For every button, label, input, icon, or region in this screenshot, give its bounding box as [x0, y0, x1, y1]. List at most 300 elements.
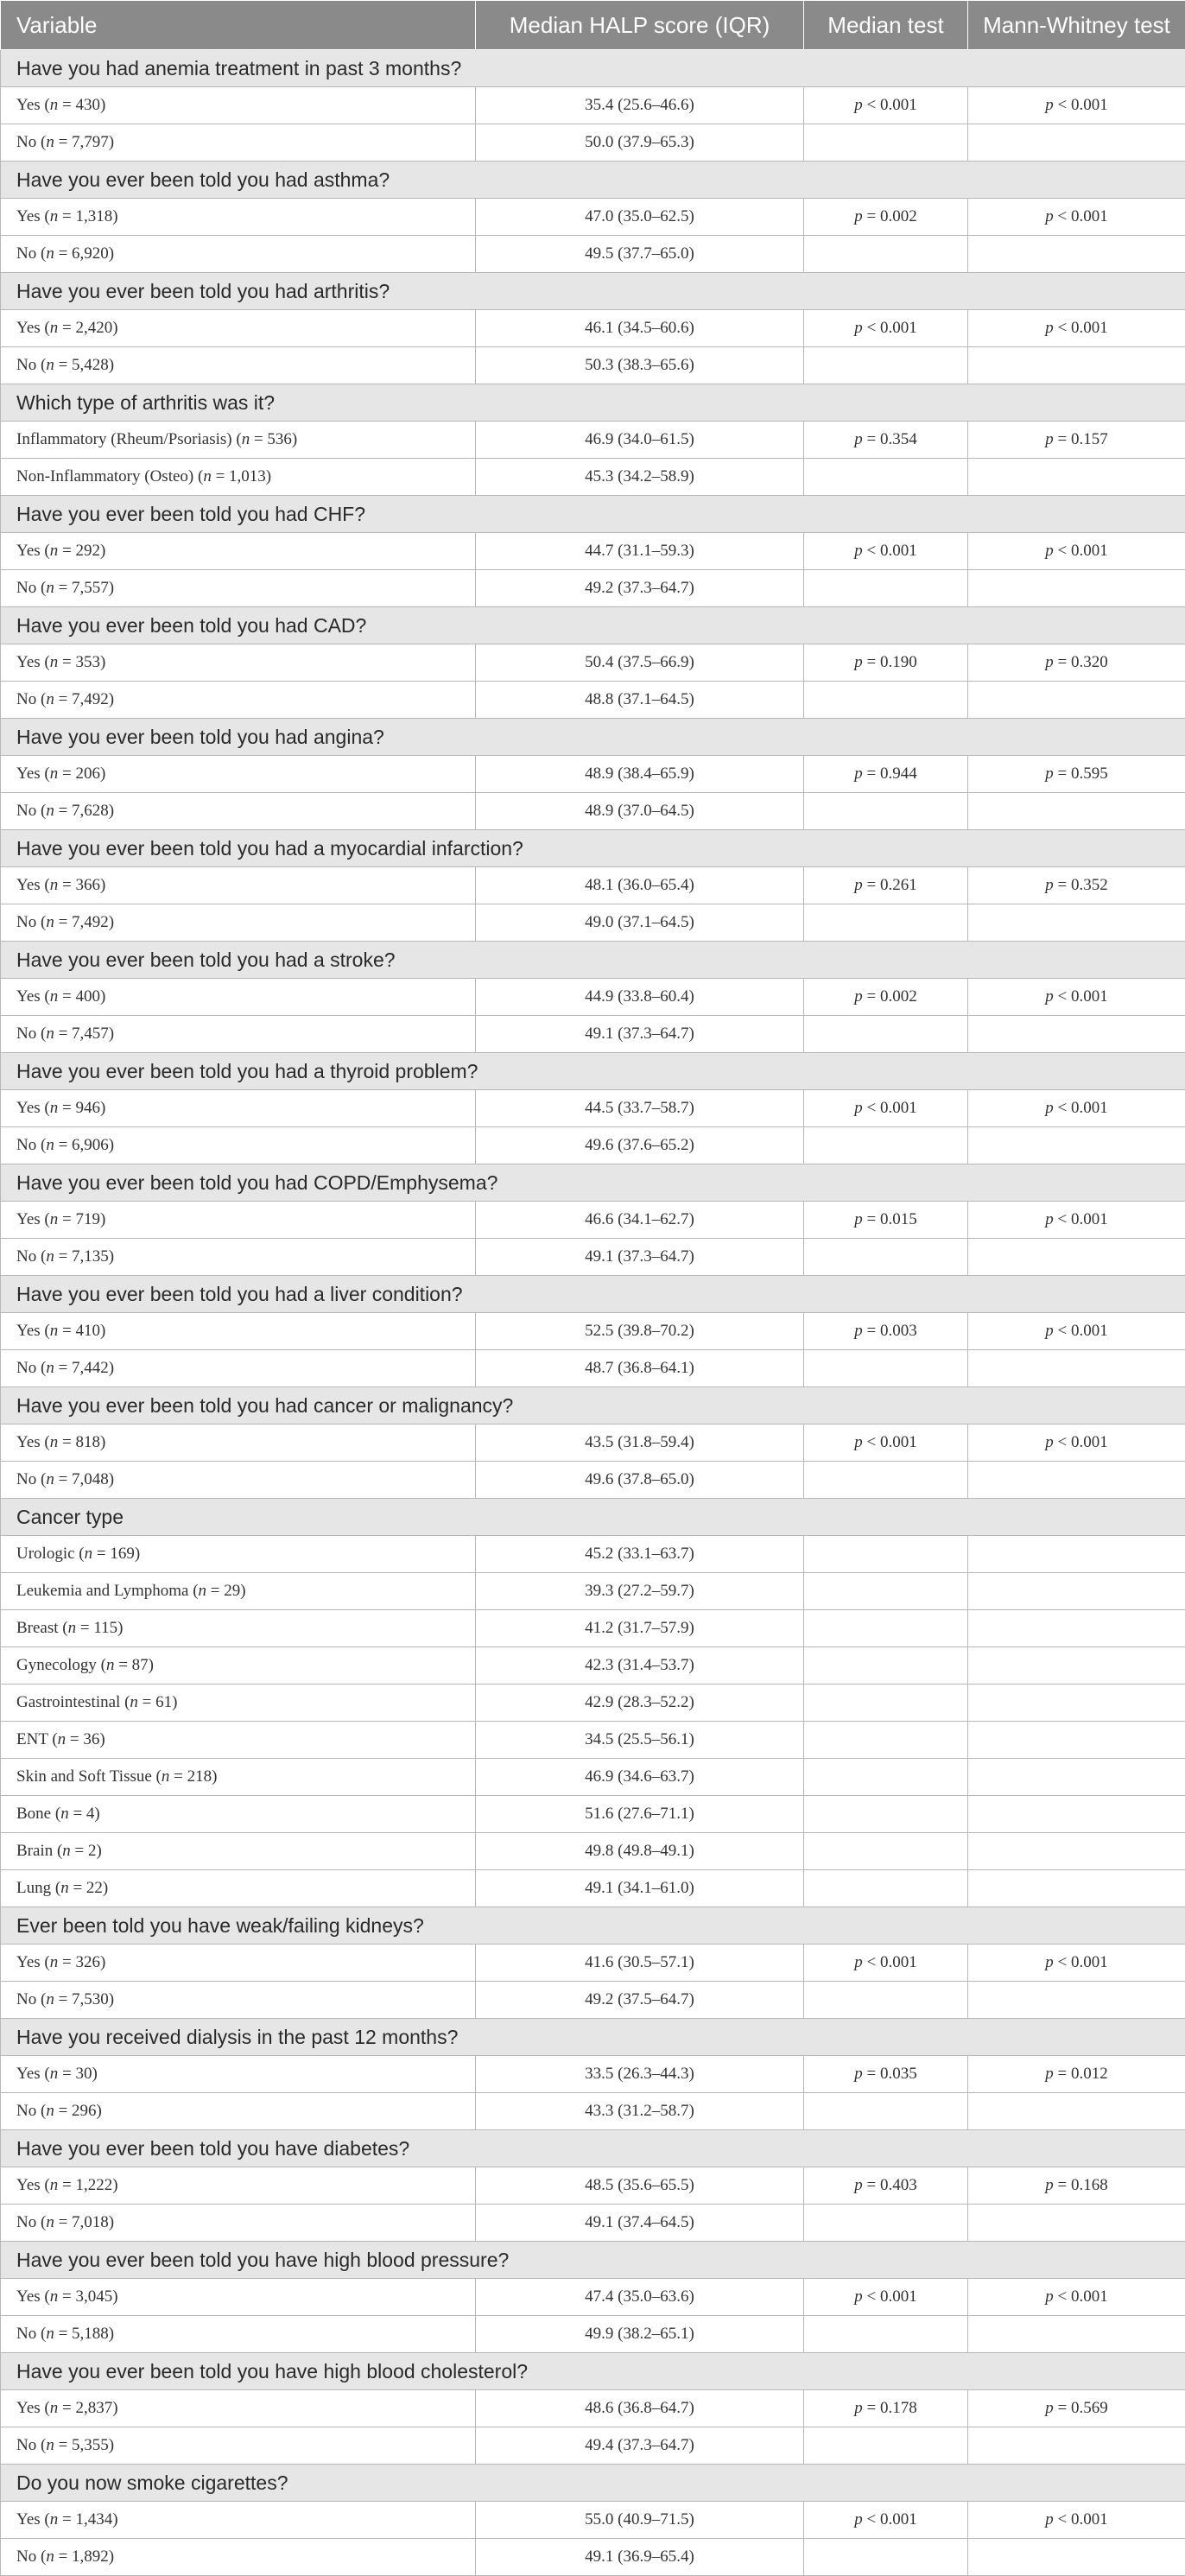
table-row [1, 644, 1185, 682]
median-halp-cell: 42.9 (28.3–52.2) [476, 1685, 804, 1722]
section-title: Have you ever been told you have diabetes? [1, 2130, 1185, 2167]
median-halp-cell: 50.4 (37.5–66.9) [476, 644, 804, 682]
mann-whitney-cell: p < 0.001 [968, 1313, 1185, 1350]
median-test-cell [804, 1610, 968, 1647]
median-halp-cell: 50.0 (37.9–65.3) [476, 124, 804, 162]
mann-whitney-cell [968, 1462, 1185, 1499]
row-n-value: 218 [187, 1767, 212, 1786]
row-label-cell: Skin and Soft Tissue (n = 218) [1, 1759, 476, 1796]
median-halp-cell: 41.6 (30.5–57.1) [476, 1945, 804, 1982]
table-row [1, 793, 1185, 830]
row-label: No [16, 133, 36, 151]
section-title: Have you ever been told you had a myocardial infarction? [1, 830, 1185, 867]
mann-whitney-cell [968, 793, 1185, 830]
row-n-value: 7,797 [72, 133, 109, 151]
median-halp-cell: 48.5 (35.6–65.5) [476, 2167, 804, 2205]
row-label: No [16, 2436, 36, 2454]
median-test-cell [804, 570, 968, 607]
row-n-value: 7,530 [72, 1990, 109, 2008]
row-n-value: 7,628 [72, 802, 109, 820]
median-test-cell [804, 1462, 968, 1499]
mann-whitney-cell: p < 0.001 [968, 1424, 1185, 1462]
median-halp-cell: 48.7 (36.8–64.1) [476, 1350, 804, 1387]
section-header-row [1, 830, 1185, 867]
table-row [1, 2390, 1185, 2427]
mann-whitney-cell [968, 682, 1185, 719]
row-label-cell: Leukemia and Lymphoma (n = 29) [1, 1573, 476, 1610]
table-row [1, 1685, 1185, 1722]
mann-whitney-cell [968, 1127, 1185, 1164]
median-halp-cell: 49.1 (37.3–64.7) [476, 1239, 804, 1276]
table-row [1, 1833, 1185, 1870]
median-test-cell: p < 0.001 [804, 533, 968, 570]
median-test-cell [804, 2093, 968, 2130]
row-n-value: 410 [75, 1322, 100, 1340]
p-value: < 0.001 [867, 96, 917, 114]
row-n-value: 36 [83, 1730, 99, 1748]
table-row [1, 2502, 1185, 2539]
p-value: < 0.001 [1058, 1433, 1108, 1451]
p-value: = 0.015 [867, 1210, 917, 1228]
mann-whitney-cell [968, 1536, 1185, 1573]
median-halp-cell: 45.2 (33.1–63.7) [476, 1536, 804, 1573]
p-value: < 0.001 [867, 1433, 917, 1451]
row-n-value: 1,318 [75, 207, 112, 225]
row-label-cell: Bone (n = 4) [1, 1796, 476, 1833]
median-halp-cell: 49.1 (34.1–61.0) [476, 1870, 804, 1907]
p-value: = 0.352 [1058, 876, 1108, 894]
row-label: No [16, 1359, 36, 1377]
median-test-cell: p < 0.001 [804, 1090, 968, 1127]
row-label-cell: No (n = 296) [1, 2093, 476, 2130]
row-label-cell: No (n = 7,557) [1, 570, 476, 607]
median-halp-cell: 50.3 (38.3–65.6) [476, 347, 804, 384]
table-row [1, 1424, 1185, 1462]
row-label: Yes [16, 2176, 41, 2194]
mann-whitney-cell [968, 570, 1185, 607]
median-halp-cell: 49.2 (37.3–64.7) [476, 570, 804, 607]
table-row [1, 2093, 1185, 2130]
row-label: No [16, 2547, 36, 2566]
row-label: No [16, 579, 36, 597]
table-row [1, 1573, 1185, 1610]
section-header-row [1, 273, 1185, 310]
mann-whitney-cell [968, 1870, 1185, 1907]
row-label-cell: No (n = 6,906) [1, 1127, 476, 1164]
median-test-cell [804, 1350, 968, 1387]
row-n-value: 5,428 [72, 356, 109, 374]
row-n-value: 719 [75, 1210, 100, 1228]
mann-whitney-cell [968, 1759, 1185, 1796]
median-test-cell [804, 1647, 968, 1685]
row-label-cell: No (n = 7,492) [1, 682, 476, 719]
row-label: No [16, 2213, 36, 2231]
mann-whitney-cell: p = 0.157 [968, 422, 1185, 459]
median-halp-cell: 46.9 (34.6–63.7) [476, 1759, 804, 1796]
median-test-cell [804, 1239, 968, 1276]
section-title: Have you ever been told you had a liver condition? [1, 1276, 1185, 1313]
table-row [1, 1610, 1185, 1647]
row-n-value: 1,222 [75, 2176, 112, 2194]
mann-whitney-cell [968, 1833, 1185, 1870]
row-label-cell: Gastrointestinal (n = 61) [1, 1685, 476, 1722]
column-header-median-halp: Median HALP score (IQR) [476, 1, 804, 50]
mann-whitney-cell [968, 1685, 1185, 1722]
median-test-cell [804, 2427, 968, 2465]
table-row [1, 2205, 1185, 2242]
mann-whitney-cell [968, 1239, 1185, 1276]
median-test-cell [804, 1536, 968, 1573]
row-label: No [16, 356, 36, 374]
row-label-cell: Yes (n = 430) [1, 87, 476, 124]
median-halp-cell: 48.6 (36.8–64.7) [476, 2390, 804, 2427]
mann-whitney-cell: p < 0.001 [968, 2502, 1185, 2539]
row-label-cell: Yes (n = 1,434) [1, 2502, 476, 2539]
median-halp-cell: 49.1 (37.3–64.7) [476, 1016, 804, 1053]
row-n-value: 5,188 [72, 2325, 109, 2343]
median-test-cell [804, 2539, 968, 2576]
row-n-value: 818 [75, 1433, 100, 1451]
median-halp-cell: 39.3 (27.2–59.7) [476, 1573, 804, 1610]
row-label: Yes [16, 1322, 41, 1340]
row-n-value: 30 [75, 2065, 92, 2083]
row-label: Yes [16, 2065, 41, 2083]
p-value: < 0.001 [867, 2510, 917, 2528]
table-row [1, 1202, 1185, 1239]
row-n-value: 2,837 [75, 2399, 112, 2417]
section-header-row [1, 2353, 1185, 2390]
median-halp-cell: 44.7 (31.1–59.3) [476, 533, 804, 570]
median-test-cell: p = 0.944 [804, 756, 968, 793]
mann-whitney-cell: p < 0.001 [968, 1945, 1185, 1982]
median-test-cell [804, 1759, 968, 1796]
row-label: Breast [16, 1619, 59, 1637]
row-label-cell: Breast (n = 115) [1, 1610, 476, 1647]
section-header-row [1, 607, 1185, 644]
median-halp-cell: 49.6 (37.6–65.2) [476, 1127, 804, 1164]
median-test-cell [804, 2205, 968, 2242]
section-title: Cancer type [1, 1499, 1185, 1536]
p-value: < 0.001 [867, 2287, 917, 2306]
row-label: Skin and Soft Tissue [16, 1767, 152, 1786]
row-label-cell: Yes (n = 946) [1, 1090, 476, 1127]
section-header-row [1, 719, 1185, 756]
mann-whitney-cell [968, 2093, 1185, 2130]
row-label: No [16, 690, 36, 708]
p-value: = 0.261 [867, 876, 917, 894]
row-label: ENT [16, 1730, 48, 1748]
table-row [1, 310, 1185, 347]
row-label-cell: Yes (n = 206) [1, 756, 476, 793]
table-row [1, 1239, 1185, 1276]
p-value: = 0.157 [1058, 430, 1108, 448]
table-row [1, 533, 1185, 570]
row-n-value: 7,457 [72, 1025, 109, 1043]
row-label-cell: No (n = 7,048) [1, 1462, 476, 1499]
median-halp-cell: 44.5 (33.7–58.7) [476, 1090, 804, 1127]
p-value: < 0.001 [1058, 2510, 1108, 2528]
median-test-cell: p < 0.001 [804, 310, 968, 347]
section-header-row [1, 50, 1185, 87]
row-n-value: 7,135 [72, 1247, 109, 1266]
median-test-cell [804, 2316, 968, 2353]
table-row [1, 2539, 1185, 2576]
table-row [1, 1536, 1185, 1573]
mann-whitney-cell: p < 0.001 [968, 310, 1185, 347]
row-n-value: 7,492 [72, 913, 109, 931]
row-n-value: 1,013 [229, 467, 266, 485]
row-n-value: 61 [155, 1693, 172, 1711]
table-row [1, 570, 1185, 607]
row-label-cell: Yes (n = 3,045) [1, 2279, 476, 2316]
median-test-cell: p = 0.003 [804, 1313, 968, 1350]
table-row [1, 1796, 1185, 1833]
row-label: Bone [16, 1805, 51, 1823]
row-label-cell: ENT (n = 36) [1, 1722, 476, 1759]
section-title: Have you ever been told you had a stroke? [1, 942, 1185, 979]
row-label-cell: Yes (n = 818) [1, 1424, 476, 1462]
median-test-cell [804, 1722, 968, 1759]
row-n-value: 946 [75, 1099, 100, 1117]
row-n-value: 22 [86, 1879, 103, 1897]
row-n-value: 4 [86, 1805, 95, 1823]
row-label: Yes [16, 2510, 41, 2528]
table-body [1, 50, 1185, 2576]
row-label-cell: No (n = 7,442) [1, 1350, 476, 1387]
p-value: < 0.001 [1058, 96, 1108, 114]
row-label: Urologic [16, 1545, 75, 1563]
p-value: < 0.001 [867, 542, 917, 560]
median-halp-cell: 34.5 (25.5–56.1) [476, 1722, 804, 1759]
table-row [1, 682, 1185, 719]
row-label: Brain [16, 1842, 53, 1860]
p-value: = 0.320 [1058, 653, 1108, 671]
median-halp-cell: 49.1 (36.9–65.4) [476, 2539, 804, 2576]
median-halp-cell: 42.3 (31.4–53.7) [476, 1647, 804, 1685]
row-label: No [16, 2325, 36, 2343]
table-row [1, 459, 1185, 496]
median-halp-cell: 52.5 (39.8–70.2) [476, 1313, 804, 1350]
p-value: = 0.035 [867, 2065, 917, 2083]
row-label: Yes [16, 96, 41, 114]
table-row [1, 1350, 1185, 1387]
median-halp-cell: 49.5 (37.7–65.0) [476, 236, 804, 273]
section-title: Have you ever been told you have high blood cholesterol? [1, 2353, 1185, 2390]
table-row [1, 87, 1185, 124]
p-value: < 0.001 [867, 319, 917, 337]
median-halp-cell: 44.9 (33.8–60.4) [476, 979, 804, 1016]
median-test-cell: p = 0.261 [804, 867, 968, 904]
median-test-cell [804, 347, 968, 384]
row-label-cell: No (n = 5,355) [1, 2427, 476, 2465]
row-n-value: 115 [93, 1619, 117, 1637]
section-title: Have you ever been told you had CAD? [1, 607, 1185, 644]
row-label-cell: Yes (n = 1,222) [1, 2167, 476, 2205]
table-row [1, 1647, 1185, 1685]
table-row [1, 1945, 1185, 1982]
row-n-value: 430 [75, 96, 100, 114]
median-test-cell [804, 1982, 968, 2019]
mann-whitney-cell [968, 2427, 1185, 2465]
mann-whitney-cell [968, 1610, 1185, 1647]
mann-whitney-cell [968, 2539, 1185, 2576]
section-title: Have you ever been told you had cancer or malignancy? [1, 1387, 1185, 1424]
median-halp-cell: 55.0 (40.9–71.5) [476, 2502, 804, 2539]
section-title: Have you ever been told you had asthma? [1, 162, 1185, 199]
row-label-cell: No (n = 6,920) [1, 236, 476, 273]
mann-whitney-cell: p = 0.595 [968, 756, 1185, 793]
p-value: = 0.012 [1058, 2065, 1108, 2083]
median-halp-cell: 43.3 (31.2–58.7) [476, 2093, 804, 2130]
table-row [1, 1313, 1185, 1350]
row-label: Leukemia and Lymphoma [16, 1582, 188, 1600]
row-n-value: 536 [267, 430, 292, 448]
mann-whitney-cell [968, 1796, 1185, 1833]
row-n-value: 2 [88, 1842, 97, 1860]
median-test-cell [804, 1685, 968, 1722]
median-test-cell: p = 0.002 [804, 979, 968, 1016]
section-header-row [1, 496, 1185, 533]
row-n-value: 206 [75, 765, 100, 783]
median-halp-cell: 49.6 (37.8–65.0) [476, 1462, 804, 1499]
row-label-cell: Yes (n = 1,318) [1, 199, 476, 236]
row-label-cell: Yes (n = 326) [1, 1945, 476, 1982]
table-row [1, 2279, 1185, 2316]
median-halp-cell: 48.1 (36.0–65.4) [476, 867, 804, 904]
table-row [1, 2056, 1185, 2093]
section-title: Have you received dialysis in the past 12 months? [1, 2019, 1185, 2056]
row-label: Yes [16, 1953, 41, 1971]
table-row [1, 347, 1185, 384]
p-value: < 0.001 [1058, 1953, 1108, 1971]
section-title: Have you ever been told you had angina? [1, 719, 1185, 756]
row-label: No [16, 802, 36, 820]
median-halp-cell: 49.8 (49.8–49.1) [476, 1833, 804, 1870]
p-value: = 0.178 [867, 2399, 917, 2417]
row-label-cell: Lung (n = 22) [1, 1870, 476, 1907]
median-halp-cell: 47.0 (35.0–62.5) [476, 199, 804, 236]
median-halp-cell: 49.4 (37.3–64.7) [476, 2427, 804, 2465]
median-test-cell [804, 1870, 968, 1907]
table-row [1, 1722, 1185, 1759]
row-label-cell: Yes (n = 2,837) [1, 2390, 476, 2427]
table-row [1, 2167, 1185, 2205]
table-row [1, 2427, 1185, 2465]
row-label-cell: Gynecology (n = 87) [1, 1647, 476, 1685]
section-title: Have you ever been told you have high blood pressure? [1, 2242, 1185, 2279]
median-test-cell: p = 0.002 [804, 199, 968, 236]
row-label: No [16, 1990, 36, 2008]
section-header-row [1, 2019, 1185, 2056]
row-n-value: 29 [224, 1582, 240, 1600]
mann-whitney-cell [968, 1016, 1185, 1053]
p-value: < 0.001 [867, 1099, 917, 1117]
median-halp-cell: 45.3 (34.2–58.9) [476, 459, 804, 496]
section-header-row [1, 2130, 1185, 2167]
p-value: < 0.001 [1058, 987, 1108, 1006]
mann-whitney-cell: p = 0.352 [968, 867, 1185, 904]
mann-whitney-cell [968, 1350, 1185, 1387]
row-n-value: 296 [72, 2102, 97, 2120]
mann-whitney-cell [968, 1573, 1185, 1610]
median-test-cell [804, 1796, 968, 1833]
column-header-mann-whitney: Mann-Whitney test [968, 1, 1185, 50]
row-label: Yes [16, 2399, 41, 2417]
row-label: No [16, 1470, 36, 1488]
median-halp-cell: 48.9 (37.0–64.5) [476, 793, 804, 830]
row-n-value: 7,018 [72, 2213, 109, 2231]
section-title: Have you ever been told you had a thyroid problem? [1, 1053, 1185, 1090]
p-value: < 0.001 [1058, 1322, 1108, 1340]
median-test-cell: p = 0.403 [804, 2167, 968, 2205]
table-row [1, 199, 1185, 236]
mann-whitney-cell [968, 459, 1185, 496]
mann-whitney-cell: p = 0.569 [968, 2390, 1185, 2427]
median-halp-cell: 35.4 (25.6–46.6) [476, 87, 804, 124]
row-label: Yes [16, 207, 41, 225]
row-label-cell: No (n = 5,428) [1, 347, 476, 384]
median-test-cell [804, 459, 968, 496]
section-header-row [1, 2465, 1185, 2502]
table-row [1, 867, 1185, 904]
row-label: Yes [16, 1433, 41, 1451]
row-label: Gastrointestinal [16, 1693, 120, 1711]
p-value: = 0.190 [867, 653, 917, 671]
p-value: = 0.403 [867, 2176, 917, 2194]
row-label: Yes [16, 319, 41, 337]
mann-whitney-cell [968, 2316, 1185, 2353]
row-label: Inflammatory (Rheum/Psoriasis) [16, 430, 232, 448]
mann-whitney-cell: p < 0.001 [968, 533, 1185, 570]
row-label: No [16, 1247, 36, 1266]
row-label: Non-Inflammatory (Osteo) [16, 467, 193, 485]
table-row [1, 1759, 1185, 1796]
row-label: Yes [16, 653, 41, 671]
median-test-cell [804, 793, 968, 830]
table-row [1, 1982, 1185, 2019]
row-label: No [16, 244, 36, 263]
median-test-cell: p = 0.015 [804, 1202, 968, 1239]
mann-whitney-cell [968, 124, 1185, 162]
median-halp-cell: 49.2 (37.5–64.7) [476, 1982, 804, 2019]
median-halp-cell: 48.8 (37.1–64.5) [476, 682, 804, 719]
section-header-row [1, 162, 1185, 199]
median-test-cell: p < 0.001 [804, 1945, 968, 1982]
median-halp-cell: 49.1 (37.4–64.5) [476, 2205, 804, 2242]
p-value: = 0.002 [867, 987, 917, 1006]
row-label: Yes [16, 542, 41, 560]
table-row [1, 2316, 1185, 2353]
mann-whitney-cell [968, 236, 1185, 273]
row-n-value: 6,920 [72, 244, 109, 263]
p-value: = 0.168 [1058, 2176, 1108, 2194]
median-halp-cell: 46.9 (34.0–61.5) [476, 422, 804, 459]
mann-whitney-cell [968, 1647, 1185, 1685]
mann-whitney-cell: p < 0.001 [968, 87, 1185, 124]
row-label-cell: No (n = 7,530) [1, 1982, 476, 2019]
median-halp-cell: 46.6 (34.1–62.7) [476, 1202, 804, 1239]
p-value: = 0.354 [867, 430, 917, 448]
section-header-row [1, 1907, 1185, 1945]
median-test-cell [804, 1127, 968, 1164]
median-test-cell [804, 682, 968, 719]
column-header-median-test: Median test [804, 1, 968, 50]
row-n-value: 1,434 [75, 2510, 112, 2528]
row-label-cell: Brain (n = 2) [1, 1833, 476, 1870]
row-n-value: 292 [75, 542, 100, 560]
median-test-cell [804, 1833, 968, 1870]
row-label-cell: Yes (n = 2,420) [1, 310, 476, 347]
